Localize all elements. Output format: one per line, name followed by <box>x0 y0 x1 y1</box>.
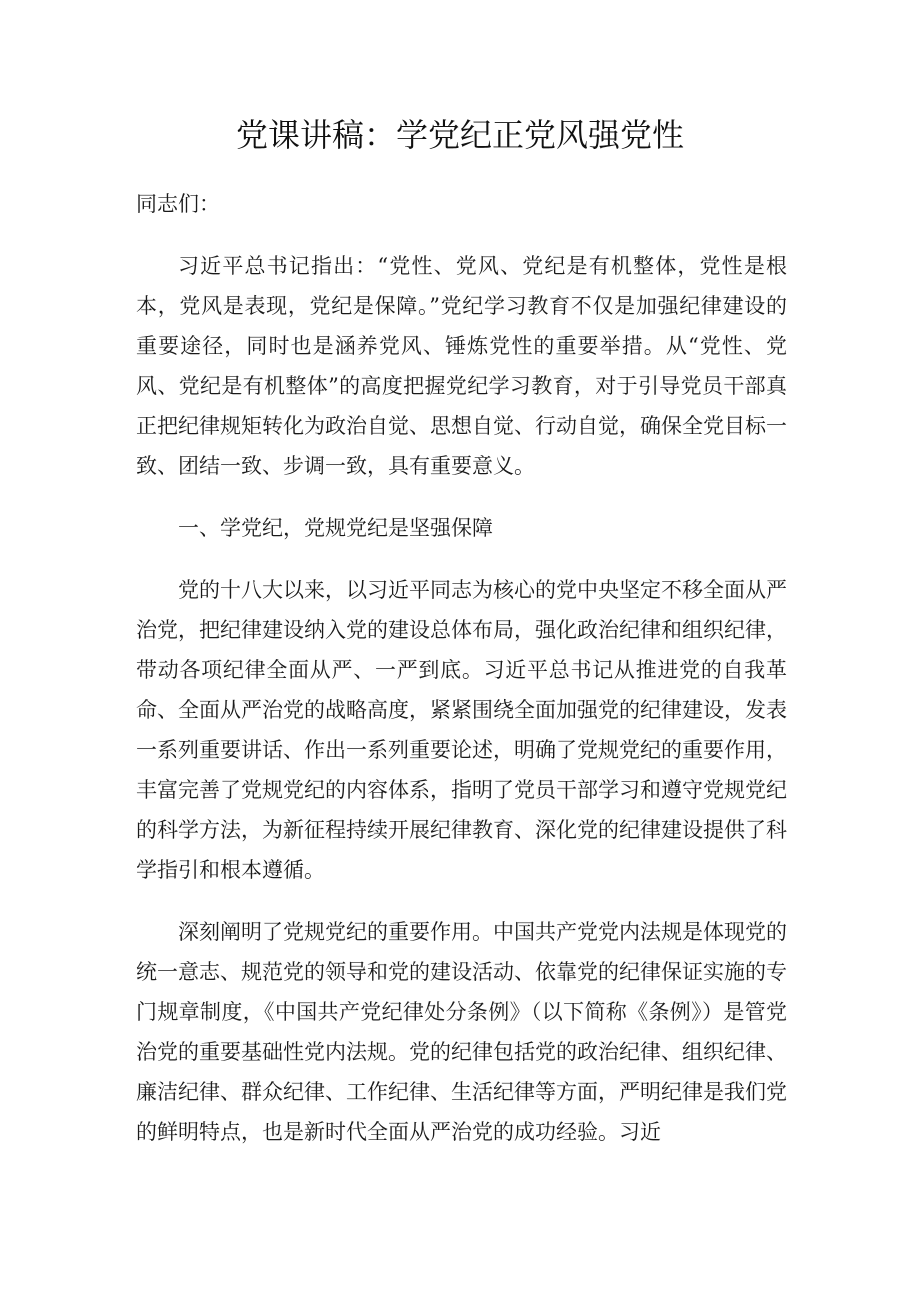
paragraph-section-one: 党的十八大以来，以习近平同志为核心的党中央坚定不移全面从严治党，把纪律建设纳入党的建设总体布局，强化政治纪律和组织纪律，带动各项纪律全面从严、一严到底。习近平总书记从推进党的自我革命、全面从严治党的战略高度，紧紧围绕全面加强党的纪律建设，发表一系列重要讲话、作出一系列重要论述，明确了党规党纪的重要作用，丰富完善了党规党纪的内容体系，指明了党员干部学习和遵守党规党纪的科学方法，为新征程持续开展纪律教育、深化党的纪律建设提供了科学指引和根本遵循。 <box>136 578 787 882</box>
paragraph-gap <box>136 224 787 246</box>
document-body <box>136 184 787 1152</box>
paragraph-gap <box>136 486 787 508</box>
paragraph-role-of-rules: 深刻阐明了党规党纪的重要作用。中国共产党党内法规是体现党的统一意志、规范党的领导和党的建设活动、依靠党的纪律保证实施的专门规章制度，《中国共产党纪律处分条例》（以下简称《条例》）是管党治党的重要基础性党内法规。党的纪律包括党的政治纪律、组织纪律、廉洁纪律、群众纪律、工作纪律、生活纪律等方面，严明纪律是我们党的鲜明特点，也是新时代全面从严治党的成功经验。习近 <box>136 920 787 1144</box>
paragraph-intro: 习近平总书记指出：“党性、党风、党纪是有机整体，党性是根本，党风是表现，党纪是保障。”党纪学习教育不仅是加强纪律建设的重要途径，同时也是涵养党风、锤炼党性的重要举措。从“党性、党风、党纪是有机整体”的高度把握党纪学习教育，对于引导党员干部真正把纪律规矩转化为政治自觉、思想自觉、行动自觉，确保全党目标一致、团结一致、步调一致，具有重要意义。 <box>136 254 787 478</box>
salutation: 同志们： <box>136 192 220 216</box>
paragraph-gap <box>136 890 787 912</box>
paragraph-gap <box>136 548 787 570</box>
section-heading: 一、学党纪，党规党纪是坚强保障 <box>178 516 493 540</box>
document-title: 党课讲稿：学党纪正党风强党性 <box>235 116 684 154</box>
